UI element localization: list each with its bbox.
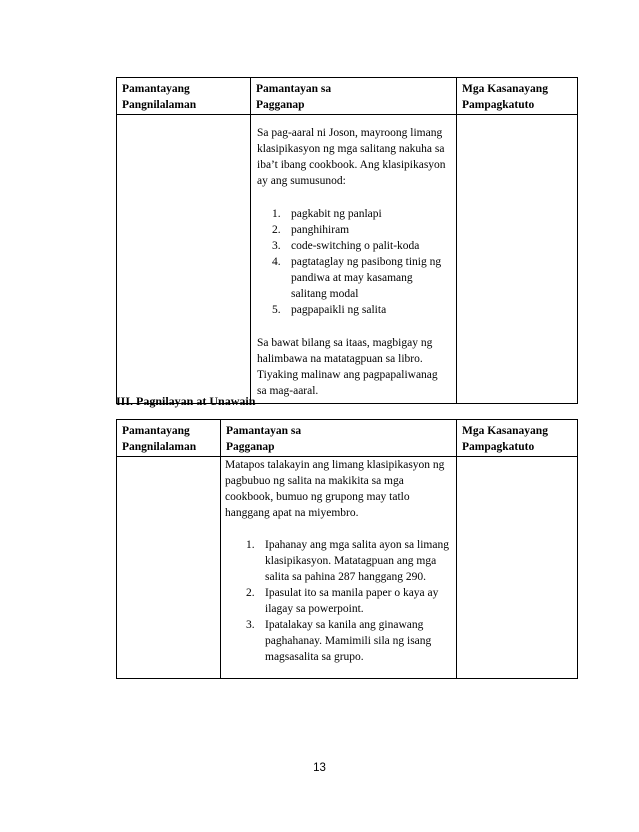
header-label: Pamantayan sa Pagganap: [256, 83, 332, 111]
page-number: 13: [313, 762, 326, 774]
numbered-list: [257, 206, 450, 318]
numbered-list: [225, 537, 450, 665]
header-learning-competencies: [457, 420, 578, 457]
list-item: 2. Ipasulat ito sa manila paper o kaya ay ilagay sa powerpoint.: [246, 587, 439, 615]
intro-paragraph: Sa pag-aaral ni Joson, mayroong limang klasipikasyon ng mga salitang nakuha sa iba’t ibang cookbook. Ang klasipikasyon ay ang sumusunod:: [257, 127, 446, 187]
list-item: 1. Ipahanay ang mga salita ayon sa limang klasipikasyon. Matatagpuan ang mga salita sa pahina 287 hanggang 290.: [246, 539, 449, 583]
header-label: Pamantayang Pangnilalaman: [122, 83, 197, 111]
empty-cell: [117, 457, 221, 679]
header-label: Mga Kasanayang Pampagkatuto: [462, 83, 548, 111]
table-header-row: [117, 420, 578, 457]
table-row: [117, 115, 578, 404]
performance-cell: [221, 457, 457, 679]
table-row: [117, 457, 578, 679]
list-item: 2. panghihiram: [272, 224, 350, 236]
intro-paragraph: Matapos talakayin ang limang klasipikasyon ng pagbubuo ng salita na makikita sa mga cookbook, bumuo ng grupong may tatlo hanggang apat na miyembro.: [225, 459, 445, 519]
list-item: 3. code-switching o palit-koda: [272, 240, 420, 252]
performance-cell: [251, 115, 457, 404]
header-label: Mga Kasanayang Pampagkatuto: [462, 425, 548, 453]
list-item: 1. pagkabit ng panlapi: [272, 208, 382, 220]
header-content-standard: [117, 78, 251, 115]
section-heading: III. Pagnilayan at Unawain: [116, 394, 256, 408]
header-label: Pamantayang Pangnilalaman: [122, 425, 197, 453]
header-label: Pamantayan sa Pagganap: [226, 425, 302, 453]
header-performance-standard: [251, 78, 457, 115]
list-item: 5. pagpapaikli ng salita: [272, 304, 387, 316]
empty-cell: [457, 115, 578, 404]
table-header-row: [117, 78, 578, 115]
header-content-standard: [117, 420, 221, 457]
empty-cell: [457, 457, 578, 679]
lesson-table-2: [116, 419, 578, 679]
closing-paragraph: Sa bawat bilang sa itaas, magbigay ng halimbawa na matatagpuan sa libro. Tiyaking malinaw ang pagpapaliwanag sa mag-aaral.: [257, 337, 438, 397]
list-item: 4. pagtataglay ng pasibong tinig ng pandiwa at may kasamang salitang modal: [272, 256, 442, 300]
list-item: 3. Ipatalakay sa kanila ang ginawang paghahanay. Mamimili sila ng isang magsasalita sa grupo.: [246, 619, 432, 663]
header-learning-competencies: [457, 78, 578, 115]
header-performance-standard: [221, 420, 457, 457]
lesson-table-1: [116, 77, 578, 404]
empty-cell: [117, 115, 251, 404]
